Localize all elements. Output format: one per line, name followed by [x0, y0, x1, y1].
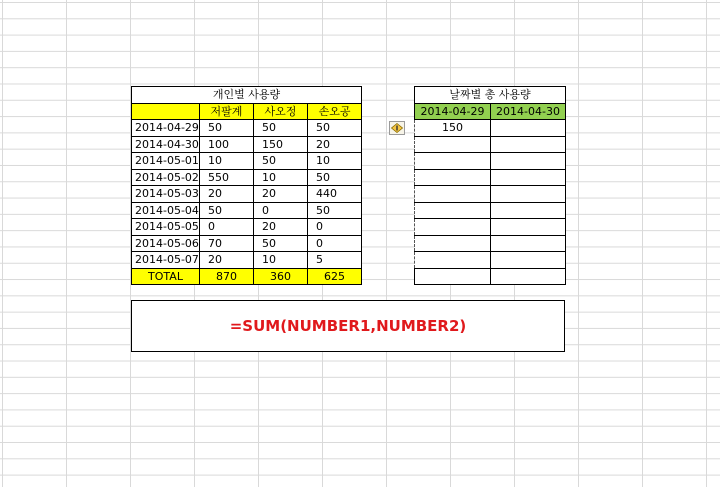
- date-cell[interactable]: 2014-05-04: [132, 202, 200, 219]
- empty-cell[interactable]: [415, 169, 491, 186]
- date-cell[interactable]: 2014-05-06: [132, 235, 200, 252]
- value-cell[interactable]: 50: [254, 120, 308, 137]
- empty-cell[interactable]: [491, 235, 566, 252]
- value-cell[interactable]: 50: [200, 120, 254, 137]
- value-cell[interactable]: 20: [200, 186, 254, 203]
- table-row: [415, 169, 566, 186]
- empty-cell[interactable]: [415, 268, 491, 285]
- value-cell[interactable]: 20: [200, 252, 254, 269]
- empty-cell[interactable]: [491, 136, 566, 153]
- table-row: [415, 186, 566, 203]
- date-cell[interactable]: 2014-04-30: [132, 136, 200, 153]
- empty-cell[interactable]: [415, 186, 491, 203]
- header-person-3[interactable]: 손오공: [308, 103, 362, 120]
- value-cell[interactable]: 150: [254, 136, 308, 153]
- total-value-cell[interactable]: 360: [254, 268, 308, 285]
- empty-cell[interactable]: [415, 219, 491, 236]
- active-cell[interactable]: 150: [415, 120, 491, 137]
- header-date-cell[interactable]: [132, 103, 200, 120]
- value-cell[interactable]: 550: [200, 169, 254, 186]
- empty-cell[interactable]: [491, 252, 566, 269]
- total-row: [132, 268, 362, 285]
- empty-cell[interactable]: [415, 153, 491, 170]
- value-cell[interactable]: 0: [254, 202, 308, 219]
- table-row: [415, 235, 566, 252]
- paste-options-button[interactable]: [389, 121, 405, 135]
- table-row: [132, 202, 362, 219]
- value-cell[interactable]: 10: [254, 252, 308, 269]
- empty-cell[interactable]: [491, 219, 566, 236]
- empty-cell[interactable]: [415, 202, 491, 219]
- value-cell[interactable]: 50: [308, 120, 362, 137]
- table-row: [415, 268, 566, 285]
- individual-table-title[interactable]: 개인별 사용량: [132, 87, 362, 104]
- value-cell[interactable]: 20: [254, 219, 308, 236]
- table-row: [132, 120, 362, 137]
- table-row: [415, 252, 566, 269]
- daily-header-date-2[interactable]: 2014-04-30: [491, 103, 566, 120]
- value-cell[interactable]: 50: [254, 235, 308, 252]
- empty-cell[interactable]: [491, 186, 566, 203]
- total-label-cell[interactable]: TOTAL: [132, 268, 200, 285]
- empty-cell[interactable]: [415, 252, 491, 269]
- value-cell[interactable]: 5: [308, 252, 362, 269]
- table-row: [415, 219, 566, 236]
- empty-cell[interactable]: [491, 268, 566, 285]
- value-cell[interactable]: 50: [308, 169, 362, 186]
- date-cell[interactable]: 2014-05-03: [132, 186, 200, 203]
- table-row: [132, 219, 362, 236]
- table-row: [132, 235, 362, 252]
- date-cell[interactable]: 2014-05-07: [132, 252, 200, 269]
- value-cell[interactable]: 0: [200, 219, 254, 236]
- value-cell[interactable]: 20: [308, 136, 362, 153]
- empty-cell[interactable]: [491, 169, 566, 186]
- table-row: [132, 186, 362, 203]
- value-cell[interactable]: 10: [200, 153, 254, 170]
- value-cell[interactable]: 10: [308, 153, 362, 170]
- individual-usage-table: [131, 86, 362, 285]
- table-row: [132, 136, 362, 153]
- empty-cell[interactable]: [415, 136, 491, 153]
- value-cell[interactable]: 50: [308, 202, 362, 219]
- daily-usage-table: [414, 86, 566, 285]
- value-cell[interactable]: 50: [254, 153, 308, 170]
- empty-cell[interactable]: [491, 120, 566, 137]
- table-row: [415, 120, 566, 137]
- empty-cell[interactable]: [491, 202, 566, 219]
- value-cell[interactable]: 0: [308, 219, 362, 236]
- header-person-2[interactable]: 사오정: [254, 103, 308, 120]
- table-row: [132, 153, 362, 170]
- formula-box: [131, 300, 565, 352]
- value-cell[interactable]: 50: [200, 202, 254, 219]
- total-value-cell[interactable]: 625: [308, 268, 362, 285]
- empty-cell[interactable]: [491, 153, 566, 170]
- value-cell[interactable]: 70: [200, 235, 254, 252]
- value-cell[interactable]: 100: [200, 136, 254, 153]
- table-row: [415, 136, 566, 153]
- value-cell[interactable]: 10: [254, 169, 308, 186]
- date-cell[interactable]: 2014-05-01: [132, 153, 200, 170]
- date-cell[interactable]: 2014-05-02: [132, 169, 200, 186]
- table-row: [415, 202, 566, 219]
- table-row: [415, 153, 566, 170]
- value-cell[interactable]: 0: [308, 235, 362, 252]
- date-cell[interactable]: 2014-04-29: [132, 120, 200, 137]
- daily-table-title[interactable]: 날짜별 총 사용량: [415, 87, 566, 104]
- value-cell[interactable]: 440: [308, 186, 362, 203]
- daily-header-date-1[interactable]: 2014-04-29: [415, 103, 491, 120]
- formula-text: =SUM(NUMBER1,NUMBER2): [229, 317, 467, 335]
- value-cell[interactable]: 20: [254, 186, 308, 203]
- empty-cell[interactable]: [415, 235, 491, 252]
- date-cell[interactable]: 2014-05-05: [132, 219, 200, 236]
- header-person-1[interactable]: 저팔계: [200, 103, 254, 120]
- total-value-cell[interactable]: 870: [200, 268, 254, 285]
- paste-options-icon: [391, 123, 403, 133]
- table-row: [132, 169, 362, 186]
- table-row: [132, 252, 362, 269]
